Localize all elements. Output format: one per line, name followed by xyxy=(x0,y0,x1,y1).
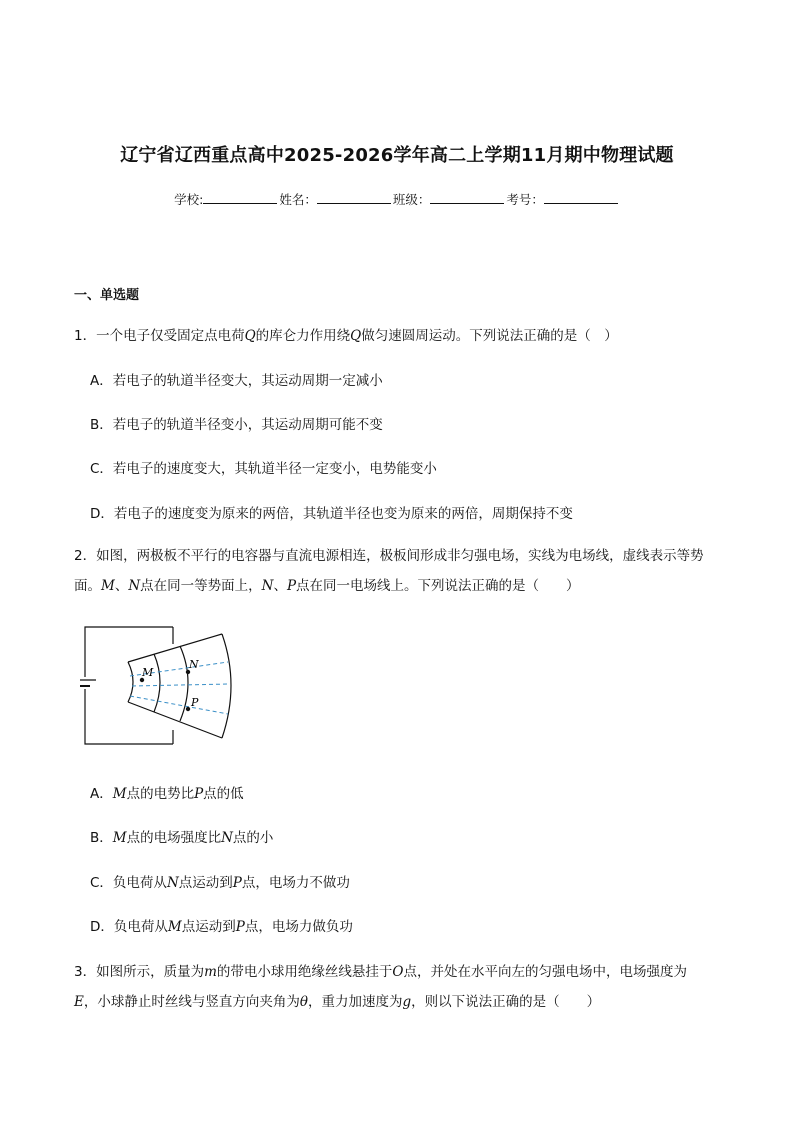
label-p: P xyxy=(191,696,199,709)
q2c-sym1: N xyxy=(166,875,179,891)
q2c-post: 点，电场力不做功 xyxy=(241,875,350,891)
label-n: N xyxy=(189,658,199,671)
q3-text-f: ，则以下说法正确的是（ ） xyxy=(411,994,601,1010)
q1-option-a: A．若电子的轨道半径变大，其运动周期一定减小 xyxy=(90,373,383,389)
q2-symbol-p: P xyxy=(286,578,297,594)
school-label: 学校: xyxy=(174,192,204,207)
question-3-line-1 xyxy=(74,960,687,980)
q1-option-b: B．若电子的轨道半径变小，其运动周期可能不变 xyxy=(90,417,383,433)
q3-text-d: ，小球静止时丝线与竖直方向夹角为 xyxy=(83,994,300,1010)
q1-symbol-q: Q xyxy=(244,328,256,344)
capacitor-field-figure xyxy=(80,622,240,752)
battery-gap xyxy=(80,677,95,689)
q2d-post: 点，电场力做负功 xyxy=(244,919,353,935)
q2d-sym2: P xyxy=(235,919,245,935)
q2-option-c xyxy=(90,871,350,891)
q2-sep2: 、 xyxy=(273,578,287,594)
q2d-pre: D．负电荷从 xyxy=(90,919,168,935)
q1-text-a: 1．一个电子仅受固定点电荷 xyxy=(74,328,245,344)
exam-number-blank xyxy=(544,191,618,204)
q2b-sym2: N xyxy=(221,830,233,846)
name-label: 姓名： xyxy=(279,192,317,207)
right-plate xyxy=(222,634,231,738)
q2b-sym1: M xyxy=(112,830,127,846)
dashed-line-3 xyxy=(130,696,228,714)
q2d-sym1: M xyxy=(167,919,182,935)
q2a-pre: A． xyxy=(90,786,113,802)
q1-option-d: D．若电子的速度变为原来的两倍，其轨道半径也变为原来的两倍，周期保持不变 xyxy=(90,506,573,522)
q2c-mid: 点运动到 xyxy=(178,875,233,891)
q1-option-c: C．若电子的速度变大，其轨道半径一定变小，电势能变小 xyxy=(90,461,437,477)
q2-text-a: 2．如图，两极板不平行的电容器与直流电源相连，极板间形成非匀强电场，实线为电场线，虚线表示等势面。 xyxy=(74,548,704,594)
q2d-mid: 点运动到 xyxy=(181,919,236,935)
q2-option-d xyxy=(90,915,353,935)
q3-text-e: ，重力加速度为 xyxy=(308,994,403,1010)
q3-text-a: 3．如图所示，质量为 xyxy=(74,964,205,980)
q2-text-b: 点在同一等势面上， xyxy=(140,578,262,594)
label-m: M xyxy=(142,666,154,679)
q2b-pre: B． xyxy=(90,830,113,846)
q1-symbol-q2: Q xyxy=(350,328,362,344)
field-line-bottom xyxy=(128,702,222,738)
question-3-line-2 xyxy=(74,990,600,1010)
q3-symbol-g: g xyxy=(402,994,412,1010)
page-title: 辽宁省辽西重点高中2025-2026学年高二上学期11月期中物理试题 xyxy=(120,145,674,166)
section-heading: 一、单选题 xyxy=(74,288,140,303)
q2a-sym1: M xyxy=(112,786,127,802)
point-p xyxy=(186,707,190,711)
q2-symbol-n2: N xyxy=(261,578,274,594)
q2a-post: 点的低 xyxy=(203,786,244,802)
name-blank xyxy=(317,191,391,204)
q2-text-c: 点在同一电场线上。下列说法正确的是（ ） xyxy=(296,578,580,594)
q1-text-c: 做匀速圆周运动。下列说法正确的是（ ） xyxy=(361,328,618,344)
dashed-line-2 xyxy=(132,684,230,686)
equipotential-1 xyxy=(154,654,160,712)
q3-text-c: 点，并处在水平向左的匀强电场中，电场强度为 xyxy=(403,964,687,980)
q2c-pre: C．负电荷从 xyxy=(90,875,167,891)
student-info-line xyxy=(0,190,794,208)
q2a-sym2: P xyxy=(194,786,204,802)
q1-text-b: 的库仑力作用绕 xyxy=(255,328,351,344)
q2-symbol-n: N xyxy=(128,578,141,594)
q2b-mid: 点的电场强度比 xyxy=(126,830,222,846)
question-2-stem xyxy=(74,541,724,601)
q3-symbol-theta: θ xyxy=(299,994,308,1010)
q3-symbol-o: O xyxy=(392,964,404,980)
q3-text-b: 的带电小球用绝缘丝线悬挂于 xyxy=(216,964,393,980)
q2-option-b xyxy=(90,826,273,846)
q3-symbol-m: m xyxy=(204,964,217,980)
exam-number-label: 考号： xyxy=(506,192,544,207)
class-blank xyxy=(430,191,504,204)
field-line-top xyxy=(128,634,222,662)
class-label: 班级： xyxy=(392,192,431,207)
q2a-mid: 点的电势比 xyxy=(126,786,195,802)
q2-sep: 、 xyxy=(114,578,129,594)
q2-symbol-m: M xyxy=(101,578,115,594)
q2-option-a xyxy=(90,782,244,802)
school-blank xyxy=(203,191,277,204)
q3-symbol-e: E xyxy=(74,994,84,1010)
q2c-sym2: P xyxy=(232,875,242,891)
question-1-stem xyxy=(74,324,618,344)
q2b-post: 点的小 xyxy=(232,830,274,846)
